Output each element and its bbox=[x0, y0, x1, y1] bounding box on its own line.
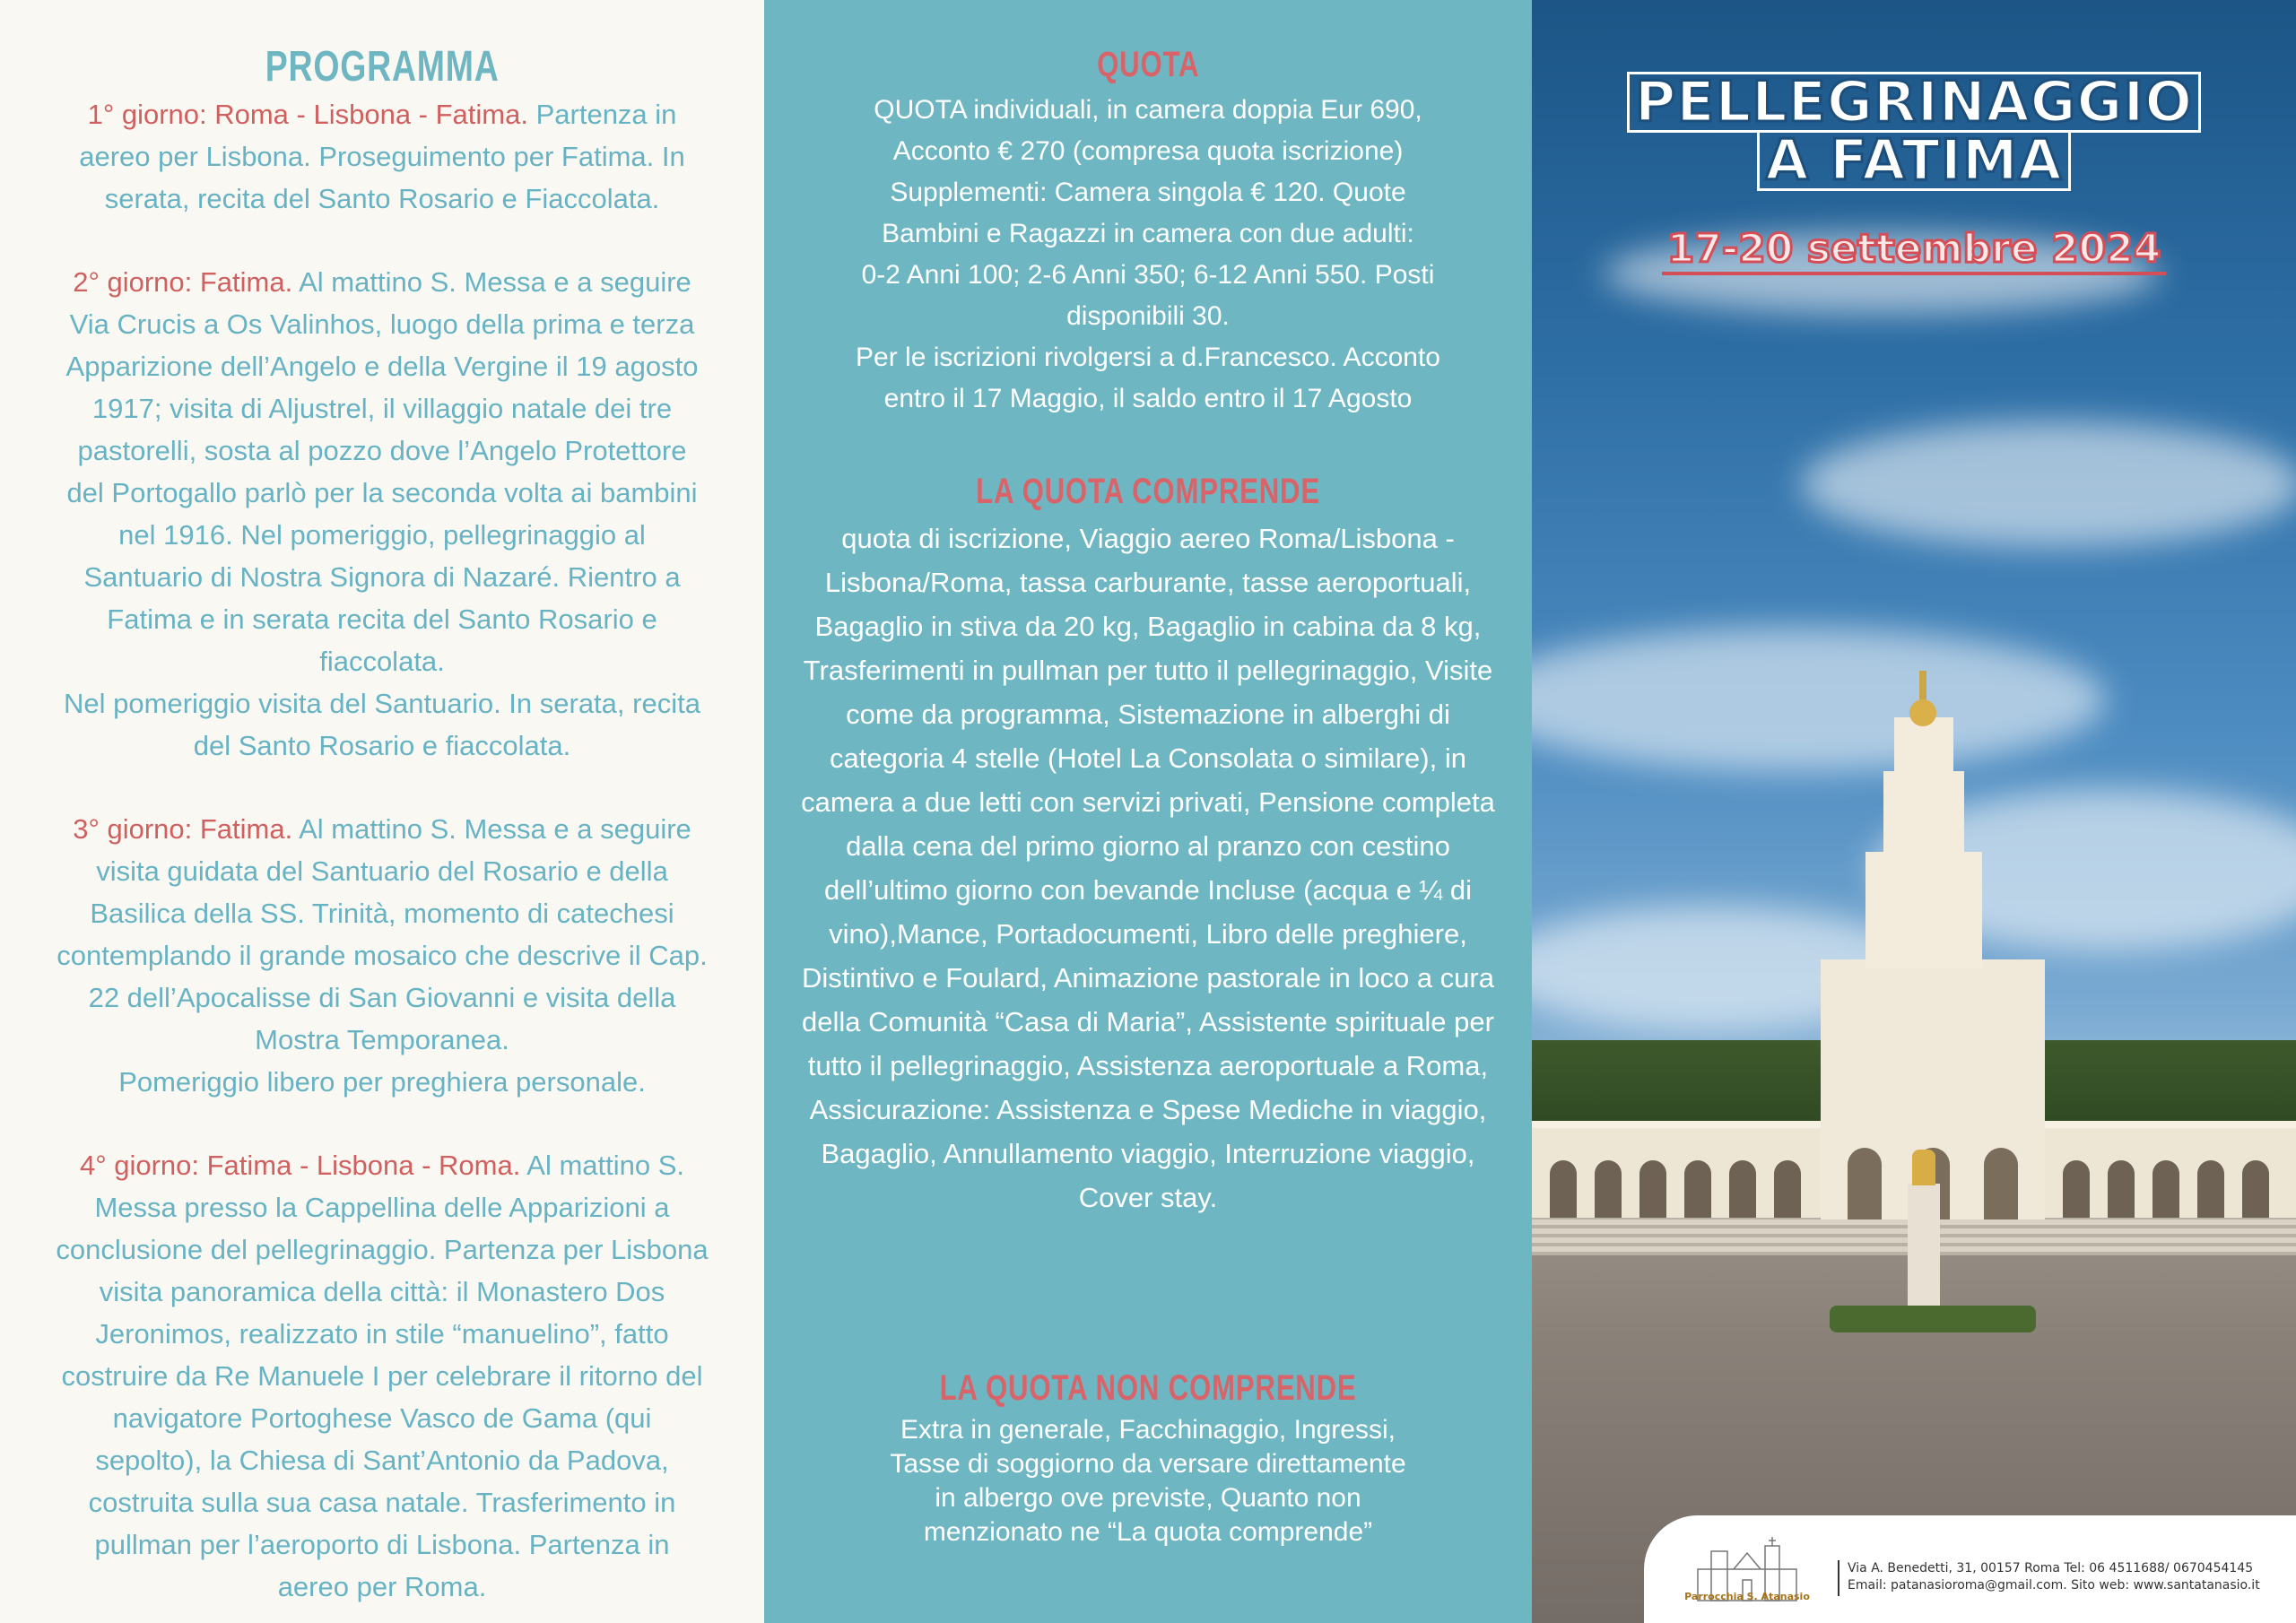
dates-text: 17-20 settembre 2024 bbox=[1662, 226, 2167, 275]
day-3 bbox=[56, 808, 709, 1103]
excludes-line: Tasse di soggiorno da versare direttamente bbox=[890, 1449, 1406, 1479]
quota-line: QUOTA individuali, in camera doppia Eur 690, bbox=[874, 95, 1422, 125]
quota-line: disponibili 30. bbox=[1066, 301, 1230, 331]
quota-section bbox=[764, 39, 1532, 420]
quota-title: QUOTA bbox=[1096, 45, 1200, 84]
title-line-1: PELLEGRINAGGIO bbox=[1627, 72, 2201, 133]
program-title: PROGRAMMA bbox=[265, 43, 500, 91]
quota-line: Bambini e Ragazzi in camera con due adulti: bbox=[882, 219, 1414, 248]
program-panel bbox=[0, 0, 764, 1623]
excludes-line: in albergo ove previste, Quanto non bbox=[935, 1483, 1361, 1513]
day-4 bbox=[56, 1144, 709, 1608]
day-3-afternoon: Pomeriggio libero per preghiera personale. bbox=[118, 1066, 646, 1098]
includes-text: quota di iscrizione, Viaggio aereo Roma/Lisbona - Lisbona/Roma, tassa carburante, tasse aeroportuali, Bagaglio in stiva da 20 kg, Bagaglio in cabina da 8 kg, Trasferimenti in pullman per tutto il pellegrinaggio, Visite come da programma, Sistemazione in alberghi di categoria 4 stelle (Hotel La Consolata o similare), in camera a due letti con servizi privati, Pensione completa dalla cena del primo giorno al pranzo con cestino dell’ultimo giorno con bevande Incluse (acqua e ¼ di vino),Mance, Portadocumenti, Libro delle preghiere, Distintivo e Foulard, Animazione pastorale in loco a cura della Comunità “Casa di Maria”, Assistente spirituale per tutto il pellegrinaggio, Assistenza aeroportuale a Roma, Assicurazione: Assistenza e Spese Mediche in viaggio, Bagaglio, Annullamento viaggio, Interruzione viaggio, Cover stay. bbox=[801, 523, 1495, 1213]
tower-crown bbox=[1909, 699, 1936, 726]
quota-line: 0-2 Anni 100; 2-6 Anni 350; 6-12 Anni 550. Posti bbox=[861, 260, 1435, 290]
day-3-lead: 3° giorno: Fatima. bbox=[73, 813, 293, 845]
column-statue bbox=[1912, 1150, 1935, 1185]
excludes-title: LA QUOTA NON COMPRENDE bbox=[939, 1368, 1357, 1408]
day-3-text: Al mattino S. Messa e a seguire visita guidata del Santuario del Rosario e della Basilica della SS. Trinità, momento di catechesi contemplando il grande mosaico che descrive il Cap. 22 dell’Apocalisse di San Giovanni e visita della Mostra Temporanea. bbox=[57, 813, 708, 1055]
excludes-text bbox=[764, 1413, 1532, 1549]
day-2-lead: 2° giorno: Fatima. bbox=[73, 266, 293, 298]
footer-email: Email: patanasioroma@gmail.com. Sito web: www.santatanasio.it bbox=[1848, 1578, 2260, 1593]
quota-line: Acconto € 270 (compresa quota iscrizione) bbox=[892, 136, 1404, 166]
title-line-2: A FATIMA bbox=[1757, 133, 2070, 191]
cover-title bbox=[1532, 69, 2296, 193]
quota-line: Per le iscrizioni rivolgersi a d.Francesco. Acconto bbox=[856, 343, 1440, 372]
day-4-text: Al mattino S. Messa presso la Cappellina delle Apparizioni a conclusione del pellegrinaggio. Partenza per Lisbona visita panoramica della città: il Monastero Dos Jeronimos, realizzato in stile “manuelino”, fatto costruire da Re Manuele I per celebrare il ritorno del navigatore Portoghese Vasco de Gama (qui sepolto), la Chiesa di Sant’Antonio da Padova, costruita sulla sua casa natale. Trasferimento in pullman per l’aeroporto di Lisbona. Partenza in aereo per Roma. bbox=[56, 1150, 709, 1602]
column-monument bbox=[1908, 1184, 1940, 1309]
footer bbox=[1644, 1515, 2296, 1623]
quota-line: Supplementi: Camera singola € 120. Quote bbox=[890, 178, 1406, 207]
tower-mid bbox=[1883, 771, 1964, 861]
colonnade-right bbox=[2045, 1121, 2296, 1218]
includes-title: LA QUOTA COMPRENDE bbox=[976, 472, 1320, 511]
excludes-line: menzionato ne “La quota comprende” bbox=[923, 1517, 1373, 1547]
day-4-lead: 4° giorno: Fatima - Lisbona - Roma. bbox=[79, 1150, 521, 1181]
hedge bbox=[1830, 1306, 2036, 1332]
footer-divider bbox=[1838, 1560, 1839, 1596]
footer-address: Via A. Benedetti, 31, 00157 Roma Tel: 06 4511688/ 0670454145 bbox=[1848, 1561, 2254, 1575]
footer-contacts bbox=[1848, 1560, 2260, 1594]
tower-base bbox=[1866, 852, 1982, 968]
day-1-text: Partenza in aereo per Lisbona. Proseguimento per Fatima. In serata, recita del Santo Rosario e Fiaccolata. bbox=[79, 99, 685, 214]
cover-dates bbox=[1532, 226, 2296, 275]
cloud bbox=[1801, 421, 2296, 547]
quota-text bbox=[764, 90, 1532, 420]
price-panel bbox=[764, 0, 1532, 1623]
day-2-afternoon: Nel pomeriggio visita del Santuario. In serata, recita del Santo Rosario e fiaccolata. bbox=[64, 688, 700, 761]
day-2 bbox=[56, 261, 709, 767]
quota-line: entro il 17 Maggio, il saldo entro il 17 Agosto bbox=[883, 384, 1413, 413]
excludes-line: Extra in generale, Facchinaggio, Ingressi, bbox=[900, 1415, 1396, 1445]
logo-caption: Parrocchia S. Atanasio bbox=[1684, 1591, 1810, 1602]
day-1 bbox=[56, 93, 709, 220]
excludes-section bbox=[764, 1363, 1532, 1549]
day-2-text: Al mattino S. Messa e a seguire Via Crucis a Os Valinhos, luogo della prima e terza Apparizione dell’Angelo e della Vergine il 19 agosto 1917; visita di Aljustrel, il villaggio natale dei tre pastorelli, sosta al pozzo dove l’Angelo Protettore del Portogallo parlò per la seconda volta ai bambini nel 1916. Nel pomeriggio, pellegrinaggio al Santuario di Nostra Signora di Nazaré. Rientro a Fatima e in serata recita del Santo Rosario e fiaccolata. bbox=[65, 266, 699, 677]
tower-top bbox=[1894, 717, 1953, 780]
day-1-lead: 1° giorno: Roma - Lisbona - Fatima. bbox=[87, 99, 528, 130]
includes-section bbox=[764, 466, 1532, 1219]
colonnade-left bbox=[1532, 1121, 1828, 1218]
